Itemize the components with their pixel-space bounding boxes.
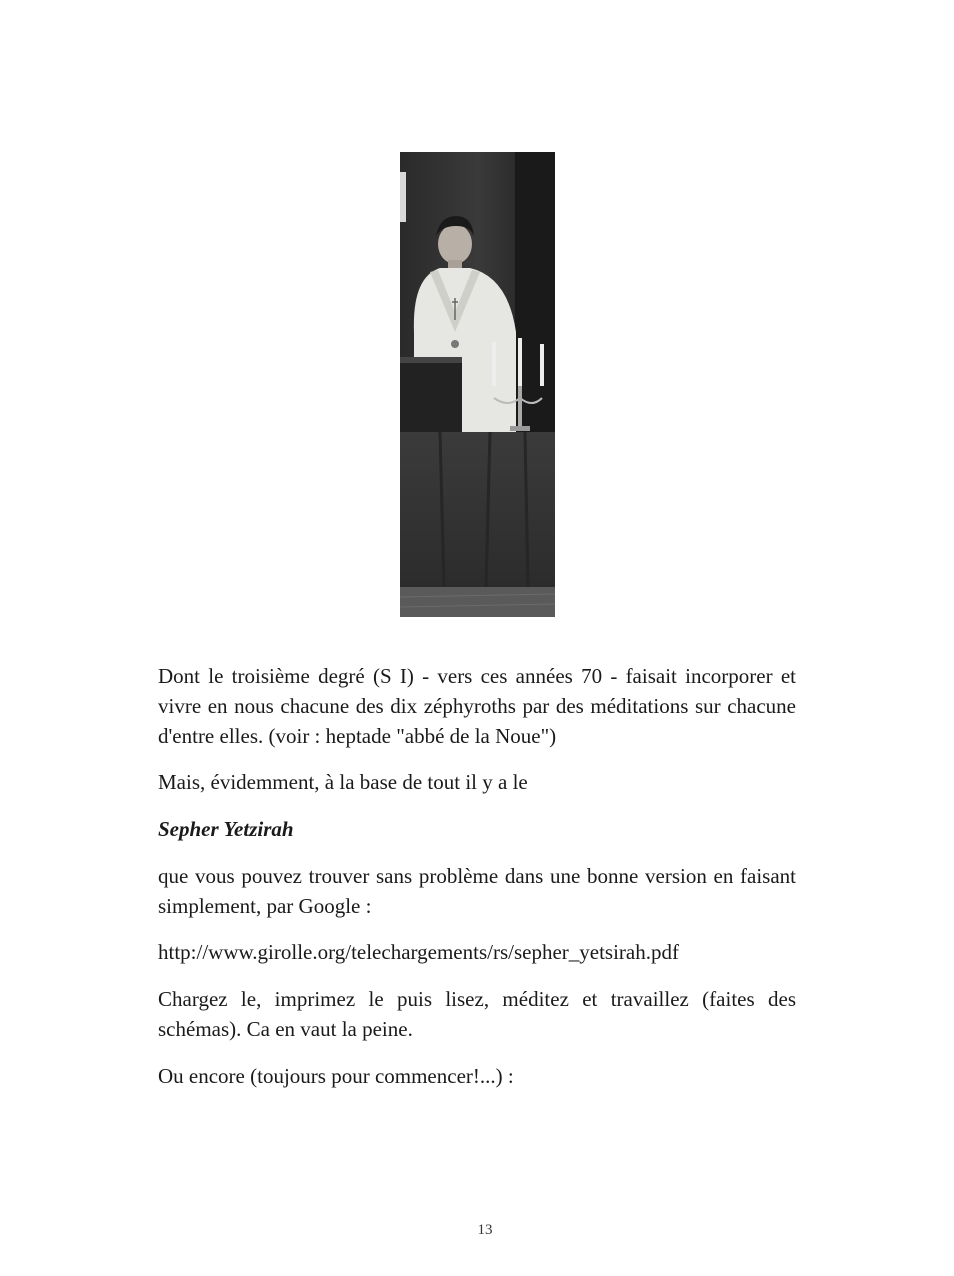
paragraph-continue: Ou encore (toujours pour commencer!...) : [158,1064,514,1088]
paragraph-google: que vous pouvez trouver sans problème dans une bonne version en faisant simplement, par Google : [158,864,796,918]
page-number: 13 [477,1222,493,1238]
ceremonial-photo-image [400,152,555,617]
paragraph-base: Mais, évidemment, à la base de tout il y a le [158,770,528,794]
paragraph-instructions: Chargez le, imprimez le puis lisez, méditez et travaillez (faites des schémas). Ca en vaut la peine. [158,987,796,1041]
book-title-sepher-yetzirah: Sepher Yetzirah [158,817,294,841]
url-text: http://www.girolle.org/telechargements/rs/sepher_yetsirah.pdf [158,940,679,964]
paragraph-zephyroths: Dont le troisième degré (S I) - vers ces années 70 - faisait incorporer et vivre en nous chacune des dix zéphyroths par des méditations sur chacune d'entre elles. (voir : heptade "abbé de la Noue") [158,664,796,748]
